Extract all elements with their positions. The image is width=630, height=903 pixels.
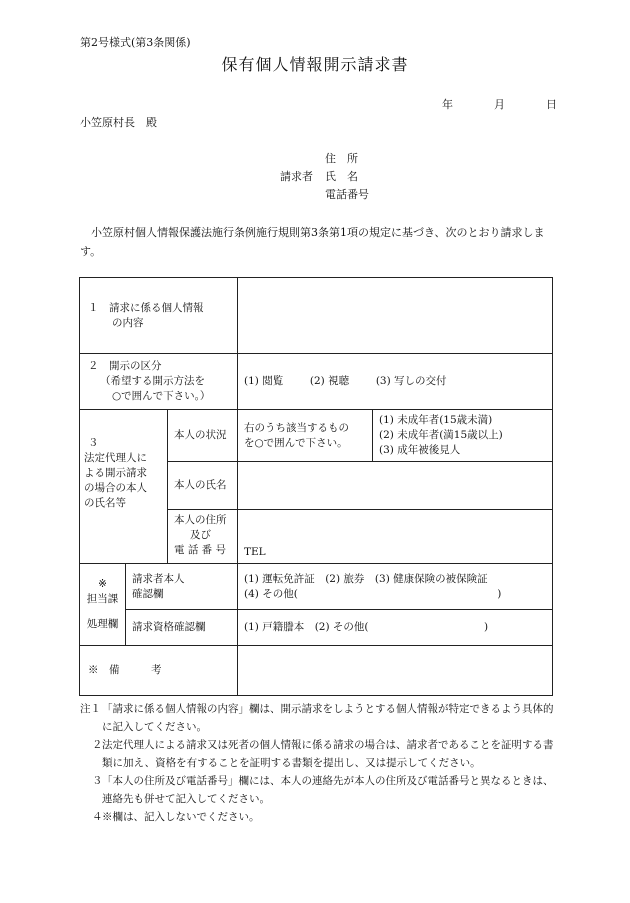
note-item [80, 808, 560, 826]
identity-check-label-2: 確認欄 [132, 587, 164, 600]
row-info-content [80, 278, 553, 354]
agent-section-label-4: の氏名等 [84, 497, 126, 509]
notes-section [80, 700, 560, 826]
tel-label: TEL [244, 546, 266, 558]
principal-address-field[interactable] [238, 510, 553, 564]
staff-label-1: 担当課 [86, 593, 119, 605]
principal-status-label: 本人の状況 [168, 410, 238, 462]
disclosure-option-copy[interactable]: (3) 写しの交付 [375, 375, 447, 387]
agent-section-label-2: よる開示請求 [84, 467, 147, 479]
status-option-minor-under-15[interactable]: (1) 未成年者(15歳未満) [379, 414, 493, 426]
form-number: 第2号様式(第3条関係) [80, 36, 191, 49]
qualification-check-label: 請求資格確認欄 [126, 610, 238, 646]
date-line [442, 96, 557, 112]
request-form-table [79, 277, 553, 696]
principal-address-label-3: 電 話 番 号 [174, 544, 227, 556]
principal-name-label: 本人の氏名 [168, 462, 238, 510]
note-text: 法定代理人による請求又は死者の個人情報に係る請求の場合は、請求者であることを証明する書類に加え、資格を有することを証明する書類を提出し、又は提示してください。 [102, 739, 554, 769]
note-text: 「請求に係る個人情報の内容」欄は、開示請求をしようとする個人情報が特定できるよう具体的に記入してください。 [102, 703, 554, 733]
info-content-field[interactable] [238, 278, 553, 354]
note-number: ２ [92, 739, 103, 751]
agent-section-label-1: 法定代理人に [84, 452, 147, 464]
principal-name-field[interactable] [238, 462, 553, 510]
note-text: ※欄は、記入しないでください。 [102, 811, 260, 823]
note-item [80, 736, 560, 772]
row-identity-check [80, 564, 553, 610]
note-item [80, 772, 560, 808]
date-month: 月 [494, 98, 505, 111]
remarks-label: ※ 備 考 [80, 646, 238, 696]
addressee: 小笠原村長 殿 [80, 116, 157, 129]
page-title: 保有個人情報開示請求書 [221, 55, 409, 74]
row-remarks [80, 646, 553, 696]
date-day: 日 [546, 98, 557, 111]
requester-address-label: 住 所 [325, 152, 358, 165]
info-content-label-2: の内容 [112, 316, 144, 329]
row-disclosure-type [80, 354, 553, 410]
status-option-adult-ward[interactable]: (3) 成年被後見人 [379, 444, 461, 456]
remarks-field[interactable] [238, 646, 553, 696]
status-instruction-1: 右のうち該当するもの [244, 421, 349, 434]
disclosure-label-2: （希望する開示方法を [100, 375, 205, 387]
identity-options-line-1[interactable]: (1) 運転免許証 (2) 旅券 (3) 健康保険の被保険証 [244, 572, 488, 585]
row-principal-status [80, 410, 553, 462]
disclosure-option-listen[interactable]: (2) 視聴 [309, 375, 350, 387]
info-content-label-1: １ 請求に係る個人情報 [88, 301, 204, 314]
qualification-options[interactable]: (1) 戸籍謄本 (2) その他( ) [238, 610, 553, 646]
staff-mark: ※ [98, 578, 107, 590]
intro-text: 小笠原村個人情報保護法施行条例施行規則第3条第1項の規定に基づき、次のとおり請求します。 [80, 226, 545, 258]
status-option-minor-15-plus[interactable]: (2) 未成年者(満15歳以上) [379, 429, 503, 441]
disclosure-label-1: ２ 開示の区分 [88, 360, 162, 372]
note-text: 「本人の住所及び電話番号」欄には、本人の連絡先が本人の住所及び電話番号と異なるときは、連絡先も併せて記入してください。 [102, 775, 554, 805]
principal-address-label-2: 及び [190, 529, 211, 541]
disclosure-label-3: ○で囲んで下さい。） [112, 390, 211, 402]
note-number: 注１ [80, 703, 101, 715]
date-year: 年 [442, 98, 453, 111]
identity-options-line-2[interactable]: (4) その他( ) [244, 587, 502, 600]
requester-label: 請求者 [280, 170, 313, 183]
row-qualification-check [80, 610, 553, 646]
agent-section-number: ３ [88, 437, 99, 449]
identity-check-label-1: 請求者本人 [132, 572, 185, 585]
note-number: ３ [92, 775, 103, 787]
requester-phone-label: 電話番号 [325, 188, 369, 201]
note-number: ４ [92, 811, 103, 823]
agent-section-label-3: の場合の本人 [84, 482, 147, 494]
staff-label-2: 処理欄 [86, 618, 119, 630]
disclosure-option-view[interactable]: (1) 閲覧 [244, 375, 284, 387]
status-instruction-2: を○で囲んで下さい。 [244, 436, 348, 449]
requester-name-label: 氏 名 [325, 170, 358, 183]
note-item [80, 700, 560, 736]
principal-address-label-1: 本人の住所 [174, 514, 227, 526]
